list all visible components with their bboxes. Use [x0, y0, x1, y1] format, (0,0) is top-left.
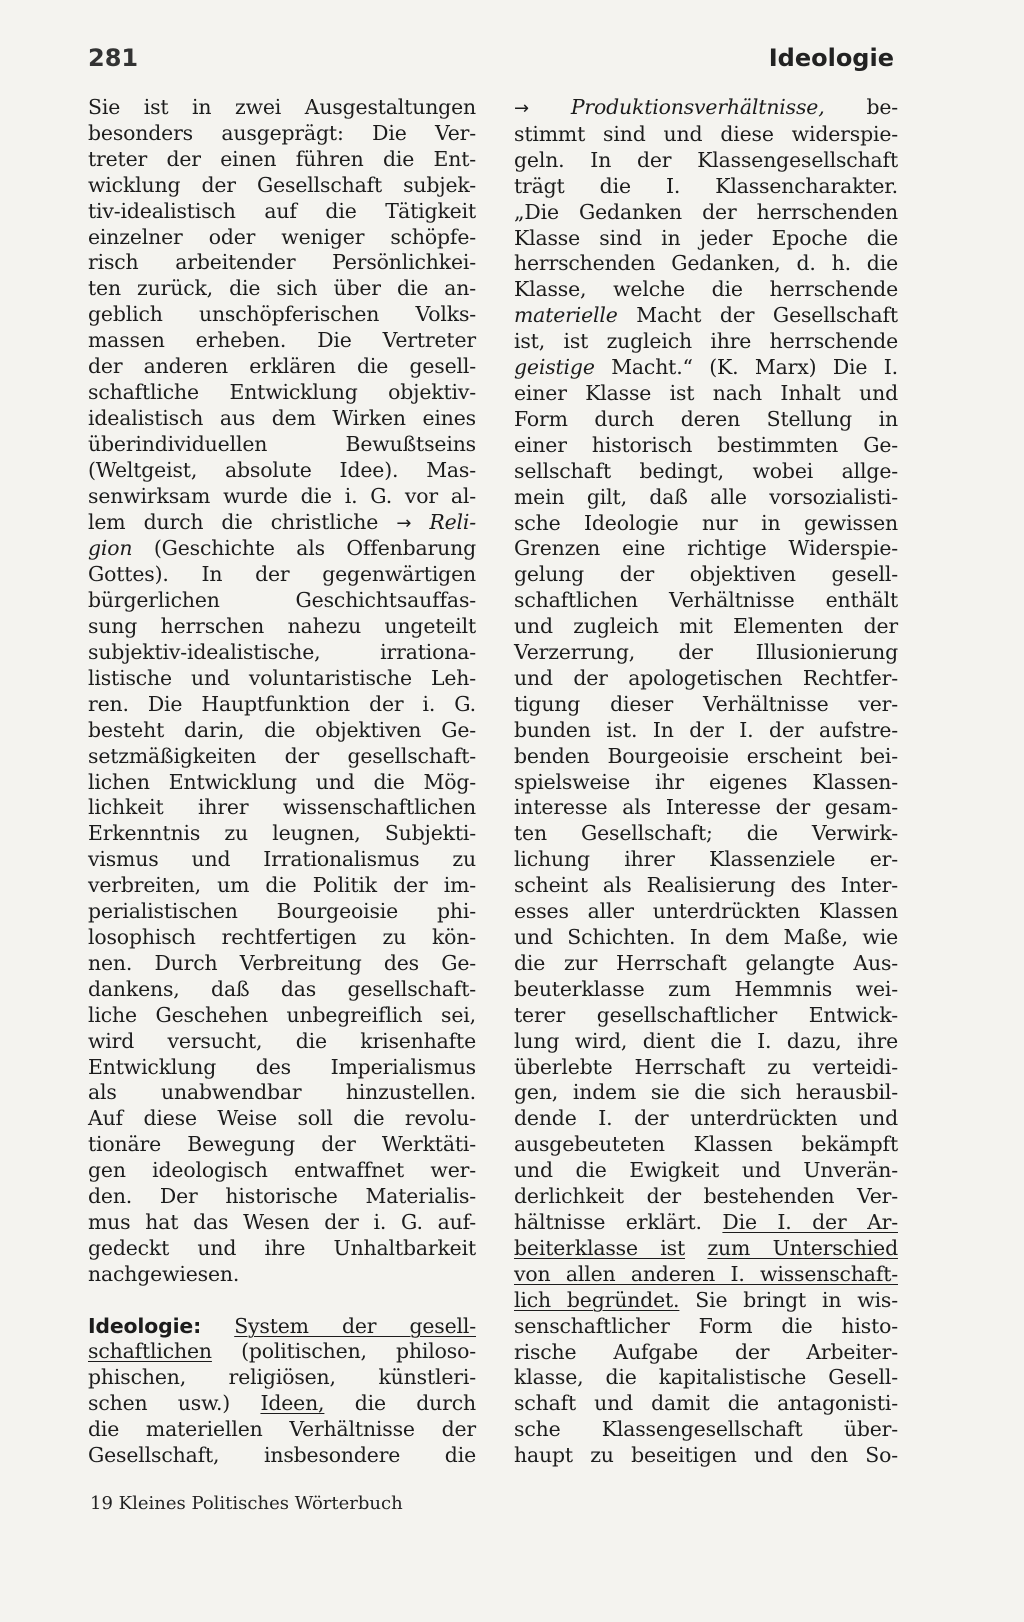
text-segment: schaftlichen	[88, 1339, 212, 1364]
text-line: und Schichten. In dem Maße, wie	[514, 925, 898, 949]
text-line: dankens, daß das gesellschaft-	[88, 976, 476, 1001]
text-line: Erkenntnis zu leugnen, Subjekti-	[88, 821, 476, 846]
text-line: liche Geschehen unbegreiflich sei,	[88, 1002, 476, 1027]
entry-line	[88, 1314, 476, 1340]
text-line: losophisch rechtfertigen zu kön-	[88, 925, 476, 949]
left-column	[88, 95, 476, 1469]
text-segment: Macht der Gesellschaft	[636, 303, 898, 328]
text-line: den. Der historische Materialis-	[88, 1184, 476, 1209]
text-line: überindividuellen Bewußtseins	[88, 431, 476, 456]
entry-line	[88, 1339, 476, 1365]
text-line: besteht darin, die objektiven Ge-	[88, 717, 476, 742]
text-segment: (Geschichte als Offenbarung	[153, 536, 476, 561]
cross-reference-arrow-icon: →	[396, 512, 412, 534]
text-line: vismus und Irrationalismus zu	[88, 847, 476, 872]
text-line: lichkeit ihrer wissenschaftlichen	[88, 795, 476, 820]
text-segment: Ideen,	[260, 1391, 325, 1416]
text-segment: von allen anderen I. wissenschaft-	[514, 1261, 898, 1286]
text-segment: lem durch die christliche	[88, 509, 379, 534]
text-line: sche Klassengesellschaft über-	[514, 1417, 898, 1442]
text-line: nachgewiesen.	[88, 1261, 240, 1286]
text-segment: beiterklasse ist	[514, 1235, 686, 1260]
entry-term: Ideologie:	[88, 1313, 202, 1338]
text-segment: die durch	[354, 1391, 476, 1416]
text-line: perialistischen Bourgeoisie phi-	[88, 899, 476, 924]
paragraph-gap	[88, 1288, 476, 1314]
text-line	[514, 1210, 898, 1236]
text-line: Klasse sind in jeder Epoche die	[514, 225, 898, 250]
text-line: klasse, die kapitalistische Gesell-	[514, 1365, 898, 1390]
text-line: und die Ewigkeit und Unverän-	[514, 1158, 898, 1183]
text-line: besonders ausgeprägt: Die Ver-	[88, 120, 476, 145]
text-line: Verzerrung, der Illusionierung	[514, 640, 898, 665]
text-line: sche Ideologie nur in gewissen	[514, 510, 898, 535]
text-line: terer gesellschaftlicher Entwick-	[514, 1002, 898, 1027]
text-line: lichen Entwicklung und die Mög-	[88, 769, 476, 794]
text-segment: zum Unterschied	[707, 1235, 898, 1260]
text-segment: be-	[866, 95, 898, 119]
text-line: gelung der objektiven gesell-	[514, 562, 898, 587]
text-line: lichung ihrer Klassenziele er-	[514, 847, 898, 872]
text-segment: System der gesell-	[234, 1313, 476, 1338]
text-line: trägt die I. Klassencharakter.	[514, 173, 898, 198]
text-segment: hältnisse erklärt.	[514, 1209, 702, 1234]
text-line: bürgerlichen Geschichtsauffas-	[88, 588, 476, 613]
text-line: Auf diese Weise soll die revolu-	[88, 1106, 476, 1131]
entry-line: phischen, religiösen, künstleri-	[88, 1365, 476, 1390]
text-line: einer historisch bestimmten Ge-	[514, 432, 898, 457]
text-line: mein gilt, daß alle vorsozialisti-	[514, 484, 898, 509]
text-line: treter der einen führen die Ent-	[88, 146, 476, 171]
text-line-first	[514, 95, 898, 122]
text-line: Klasse, welche die herrschende	[514, 277, 898, 302]
text-segment: Die I. der Ar-	[722, 1209, 898, 1234]
text-line: geln. In der Klassengesellschaft	[514, 147, 898, 172]
text-line: idealistisch aus dem Wirken eines	[88, 405, 476, 430]
text-line: ren. Die Hauptfunktion der i. G.	[88, 691, 476, 716]
text-line: subjektiv-idealistische, irrationa-	[88, 640, 476, 665]
text-segment: Sie bringt in wis-	[695, 1287, 898, 1312]
text-line	[514, 1236, 898, 1262]
text-line: beuterklasse zum Hemmnis wei-	[514, 976, 898, 1001]
text-line: bunden ist. In der I. der aufstre-	[514, 717, 898, 742]
text-line: und zugleich mit Elementen der	[514, 614, 898, 639]
text-segment: lich begründet.	[514, 1287, 680, 1312]
text-line: einer Klasse ist nach Inhalt und	[514, 380, 898, 405]
text-line: der anderen erklären die gesell-	[88, 354, 476, 379]
cross-reference-religion: Reli-	[429, 509, 476, 534]
text-line: Form durch deren Stellung in	[514, 406, 898, 431]
text-line: spielsweise ihr eigenes Klassen-	[514, 769, 898, 794]
text-line: Sie ist in zwei Ausgestaltungen	[88, 95, 476, 119]
text-line: nen. Durch Verbreitung des Ge-	[88, 950, 476, 975]
text-line: interesse als Interesse der gesam-	[514, 795, 898, 820]
text-line	[514, 303, 898, 329]
cross-reference-produktionsverhaeltnisse: Produktionsverhältnisse,	[570, 95, 825, 119]
text-line: benden Bourgeoisie erscheint bei-	[514, 743, 898, 768]
text-line: tionäre Bewegung der Werktäti-	[88, 1132, 476, 1157]
text-line: als unabwendbar hinzustellen.	[88, 1080, 476, 1105]
text-line: ten zurück, die sich über die an-	[88, 276, 476, 301]
text-line: Gottes). In der gegenwärtigen	[88, 562, 476, 587]
text-line: setzmäßigkeiten der gesellschaft-	[88, 743, 476, 768]
text-line: senschaftlicher Form die histo-	[514, 1313, 898, 1338]
text-line: risch arbeitender Persönlichkei-	[88, 250, 476, 275]
emphasis-materielle: materielle	[514, 303, 618, 328]
text-line: und der apologetischen Rechtfer-	[514, 665, 898, 690]
text-line: schaftliche Entwicklung objektiv-	[88, 379, 476, 404]
entry-line: Gesellschaft, insbesondere die	[88, 1443, 476, 1468]
text-line: tigung dieser Verhältnisse ver-	[514, 691, 898, 716]
text-line: haupt zu beseitigen und den So-	[514, 1443, 898, 1468]
text-line	[514, 1262, 898, 1288]
text-line: senwirksam wurde die i. G. vor al-	[88, 483, 476, 508]
right-column	[514, 95, 898, 1469]
cross-reference-religion-end: gion	[88, 536, 133, 561]
text-line: tiv-idealistisch auf die Tätigkeit	[88, 198, 476, 223]
text-line: lung wird, dient die I. dazu, ihre	[514, 1028, 898, 1053]
text-line: überlebte Herrschaft zu verteidi-	[514, 1054, 898, 1079]
text-line: gen ideologisch entwaffnet wer-	[88, 1158, 476, 1183]
text-line: derlichkeit der bestehenden Ver-	[514, 1184, 898, 1209]
text-line: wicklung der Gesellschaft subjek-	[88, 172, 476, 197]
entry-line: die materiellen Verhältnisse der	[88, 1417, 476, 1442]
emphasis-geistige: geistige	[514, 355, 595, 380]
text-line: wird versucht, die krisenhafte	[88, 1028, 476, 1053]
text-line: schaftlichen Verhältnisse enthält	[514, 588, 898, 613]
text-line	[514, 355, 898, 381]
text-line: „Die Gedanken der herrschenden	[514, 199, 898, 224]
text-line: rische Aufgabe der Arbeiter-	[514, 1339, 898, 1364]
entry-line	[88, 1391, 476, 1417]
text-line: mus hat das Wesen der i. G. auf-	[88, 1209, 476, 1234]
running-head: Ideologie	[768, 44, 894, 72]
text-line: ist, ist zugleich ihre herrschende	[514, 329, 898, 354]
page-footer: 19 Kleines Politisches Wörterbuch	[90, 1493, 403, 1514]
text-line: gen, indem sie die sich herausbil-	[514, 1080, 898, 1105]
text-segment: (politischen, philoso-	[241, 1339, 476, 1364]
text-line: einzelner oder weniger schöpfe-	[88, 224, 476, 249]
text-line-religion-cont	[88, 536, 476, 562]
text-line: herrschenden Gedanken, d. h. die	[514, 251, 898, 276]
text-line: geblich unschöpferischen Volks-	[88, 302, 476, 327]
page-number: 281	[88, 44, 139, 72]
cross-reference-arrow-icon: →	[514, 98, 529, 119]
text-line-religion	[88, 510, 476, 537]
text-line: esses aller unterdrückten Klassen	[514, 899, 898, 924]
text-line: sellschaft bedingt, wobei allge-	[514, 458, 898, 483]
text-line: stimmt sind und diese widerspie-	[514, 121, 898, 146]
text-segment: schen usw.)	[88, 1391, 231, 1416]
text-line: ausgebeuteten Klassen bekämpft	[514, 1132, 898, 1157]
text-line: Entwicklung des Imperialismus	[88, 1054, 476, 1079]
text-line: Grenzen eine richtige Widerspie-	[514, 536, 898, 561]
text-line: (Weltgeist, absolute Idee). Mas-	[88, 457, 476, 482]
text-line: listische und voluntaristische Leh-	[88, 665, 476, 690]
text-line: die zur Herrschaft gelangte Aus-	[514, 950, 898, 975]
text-line: massen erheben. Die Vertreter	[88, 328, 476, 353]
text-line: ten Gesellschaft; die Verwirk-	[514, 821, 898, 846]
text-line	[514, 1288, 898, 1314]
text-line: gedeckt und ihre Unhaltbarkeit	[88, 1235, 476, 1260]
text-segment: Macht.“ (K. Marx) Die I.	[611, 355, 898, 380]
text-line: sung herrschen nahezu ungeteilt	[88, 614, 476, 639]
text-line: scheint als Realisierung des Inter-	[514, 873, 898, 898]
text-line: schaft und damit die antagonisti-	[514, 1391, 898, 1416]
text-line: dende I. der unterdrückten und	[514, 1106, 898, 1131]
text-line: verbreiten, um die Politik der im-	[88, 873, 476, 898]
